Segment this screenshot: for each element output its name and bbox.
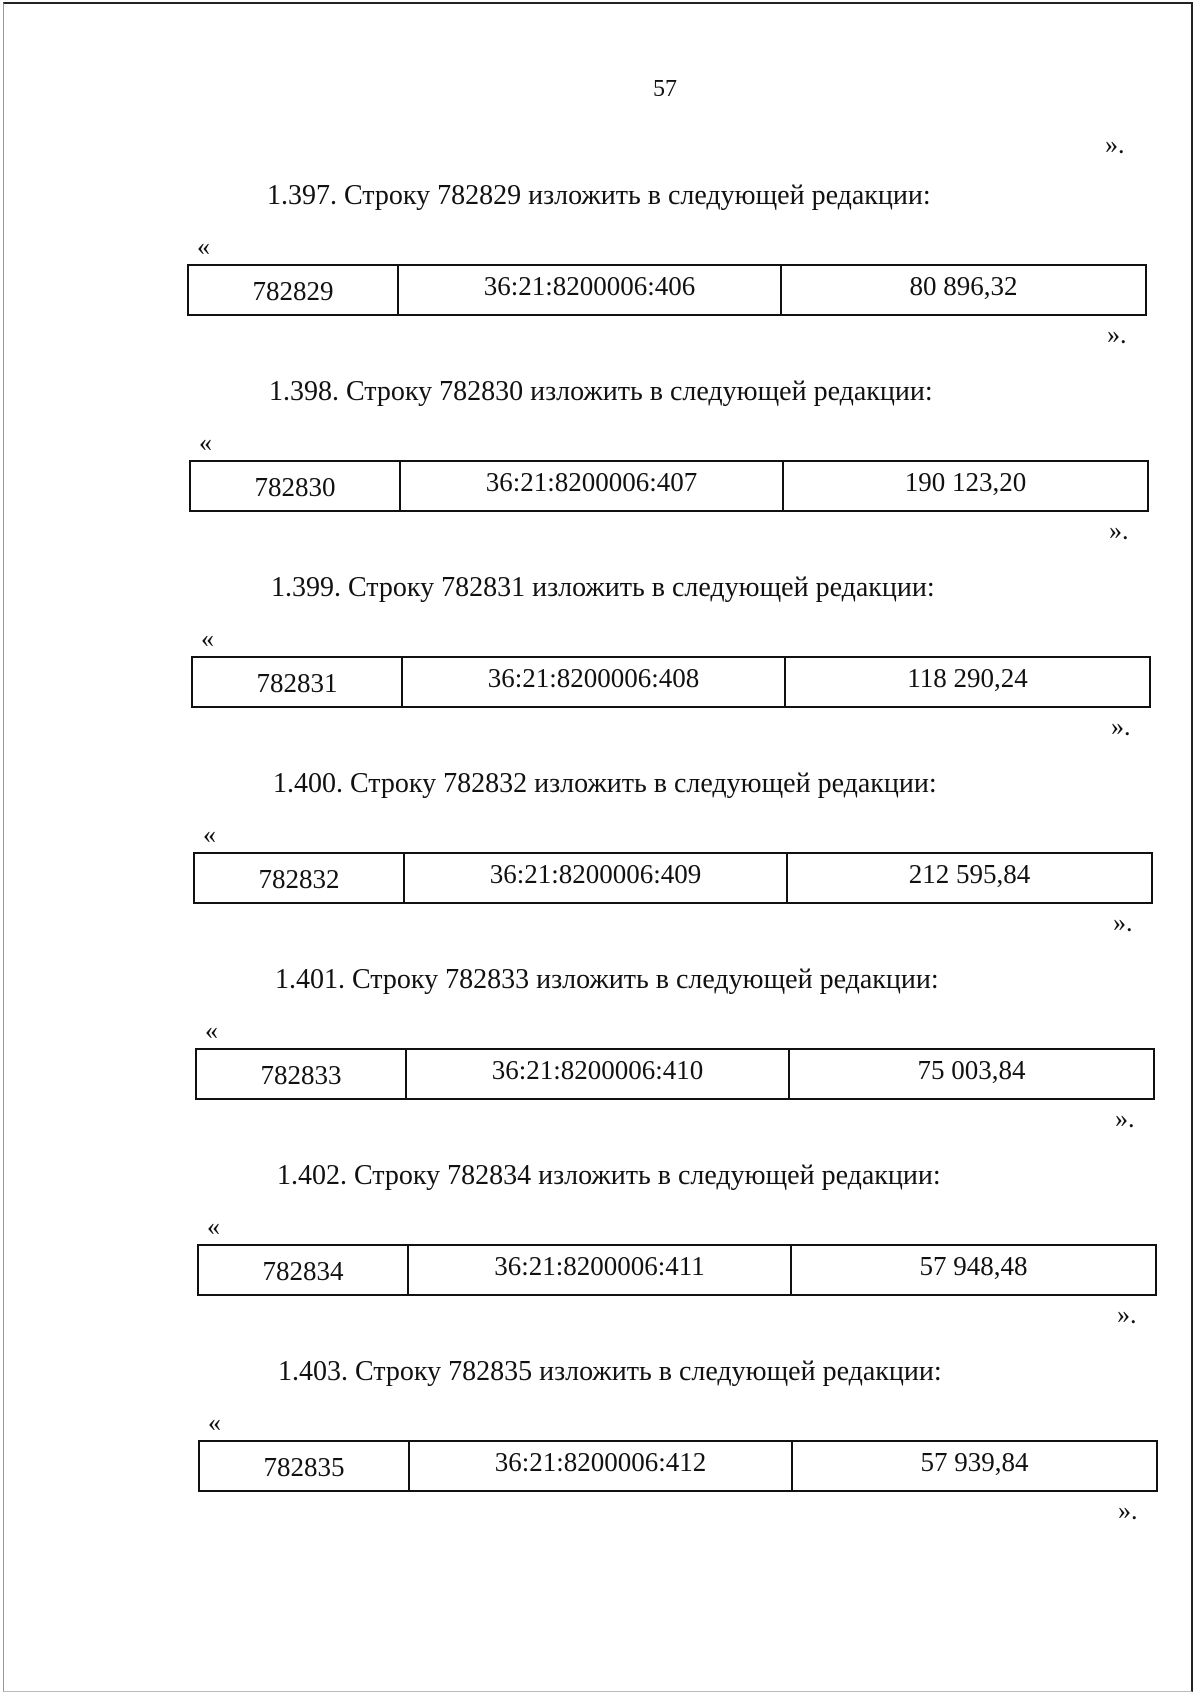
value-cell: 57 939,84 — [920, 1447, 1029, 1477]
opening-quote: « — [197, 232, 210, 261]
opening-quote: « — [199, 428, 212, 457]
value-cell: 118 290,24 — [907, 663, 1028, 693]
value-cell: 190 123,20 — [904, 467, 1027, 497]
cadastral-number-cell: 36:21:8200006:406 — [399, 266, 782, 314]
cadastral-number-cell: 36:21:8200006:408 — [403, 658, 786, 706]
cadastral-number-cell: 36:21:8200006:412 — [410, 1442, 793, 1490]
opening-quote: « — [203, 820, 216, 849]
value-cell: 212 595,84 — [908, 859, 1031, 889]
closing-quote: ». — [1115, 1104, 1135, 1133]
amendment-heading: 1.400. Строку 782832 изложить в следующей редакции: — [273, 768, 937, 799]
page-number: 57 — [653, 76, 677, 102]
amendment-heading: 1.397. Строку 782829 изложить в следующей редакции: — [267, 180, 931, 211]
table-row — [198, 1440, 1158, 1492]
amendment-section — [193, 768, 1153, 948]
table-row — [189, 460, 1149, 512]
row-number-cell: 782832 — [195, 854, 405, 902]
closing-quote: ». — [1107, 320, 1127, 349]
amendment-section — [189, 376, 1149, 556]
table-row — [187, 264, 1147, 316]
table-row — [191, 656, 1151, 708]
cadastral-number-cell: 36:21:8200006:407 — [401, 462, 784, 510]
row-number-cell: 782835 — [200, 1442, 410, 1490]
top-closing-quote: ». — [1105, 130, 1125, 159]
value-cell: 75 003,84 — [917, 1055, 1026, 1085]
table-row — [193, 852, 1153, 904]
opening-quote: « — [201, 624, 214, 653]
table-row — [195, 1048, 1155, 1100]
closing-quote: ». — [1118, 1496, 1138, 1525]
row-number-cell: 782830 — [191, 462, 401, 510]
amendment-heading: 1.399. Строку 782831 изложить в следующей редакции: — [271, 572, 935, 603]
amendment-heading: 1.402. Строку 782834 изложить в следующей редакции: — [277, 1160, 941, 1191]
closing-quote: ». — [1117, 1300, 1137, 1329]
amendment-heading: 1.398. Строку 782830 изложить в следующей редакции: — [269, 376, 933, 407]
amendment-heading: 1.403. Строку 782835 изложить в следующей редакции: — [278, 1356, 942, 1387]
row-number-cell: 782834 — [199, 1246, 409, 1294]
amendment-heading: 1.401. Строку 782833 изложить в следующей редакции: — [275, 964, 939, 995]
opening-quote: « — [207, 1212, 220, 1241]
row-number-cell: 782831 — [193, 658, 403, 706]
closing-quote: ». — [1111, 712, 1131, 741]
opening-quote: « — [205, 1016, 218, 1045]
amendment-section — [187, 180, 1147, 360]
cadastral-number-cell: 36:21:8200006:410 — [407, 1050, 790, 1098]
row-number-cell: 782833 — [197, 1050, 407, 1098]
closing-quote: ». — [1109, 516, 1129, 545]
closing-quote: ». — [1113, 908, 1133, 937]
amendment-section — [195, 964, 1155, 1144]
opening-quote: « — [208, 1408, 221, 1437]
amendment-section — [198, 1356, 1158, 1536]
table-row — [197, 1244, 1157, 1296]
cadastral-number-cell: 36:21:8200006:411 — [409, 1246, 792, 1294]
cadastral-number-cell: 36:21:8200006:409 — [405, 854, 788, 902]
value-cell: 80 896,32 — [909, 271, 1018, 301]
value-cell: 57 948,48 — [919, 1251, 1028, 1281]
amendment-section — [197, 1160, 1157, 1340]
row-number-cell: 782829 — [189, 266, 399, 314]
amendment-section — [191, 572, 1151, 752]
